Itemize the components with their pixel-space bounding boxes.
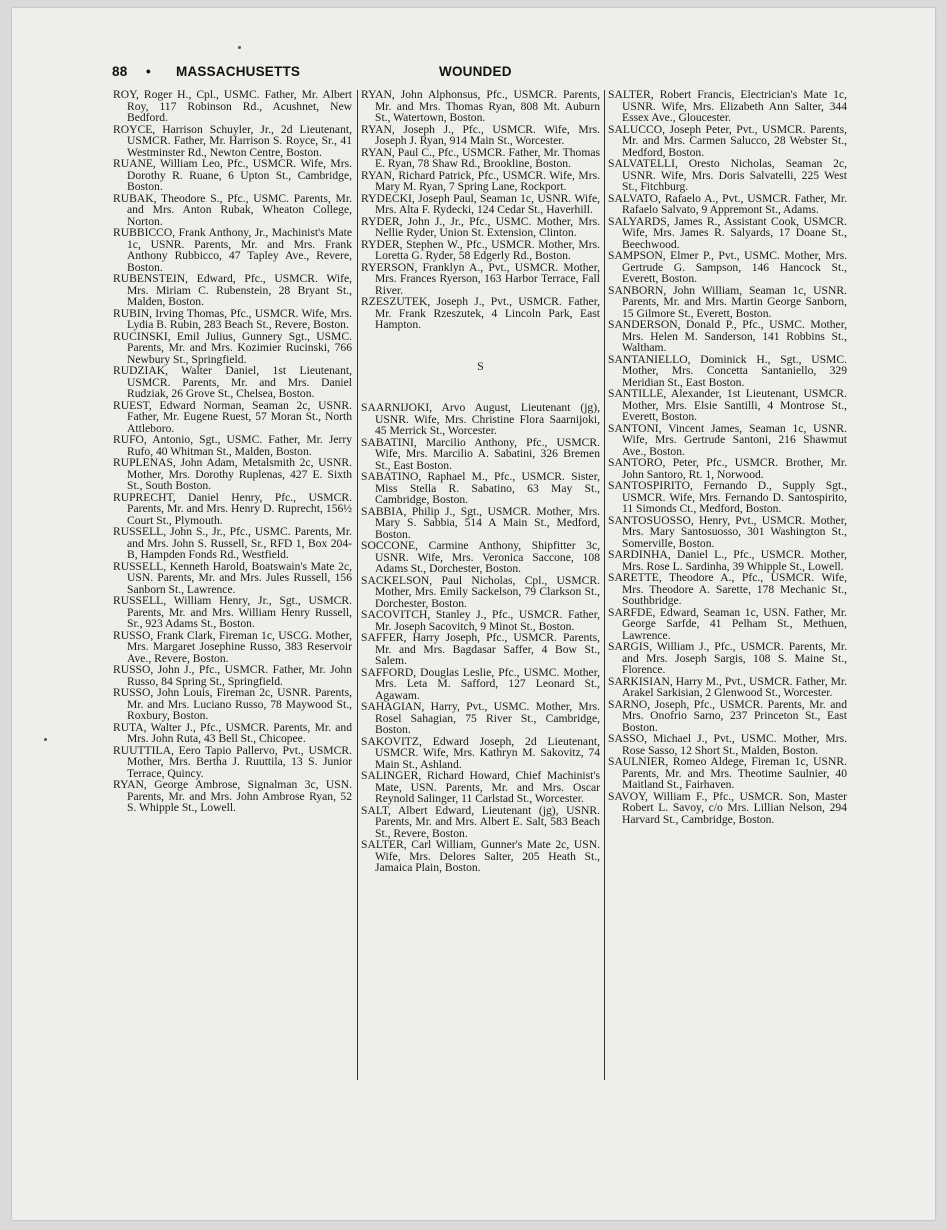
casualty-entry: SARETTE, Theodore A., Pfc., USMCR. Wife, Mrs. Theodore A. Sarette, 178 Mechanic St., Southbridge. xyxy=(608,571,847,607)
casualty-entry: RUANE, William Leo, Pfc., USMCR. Wife, Mrs. Dorothy R. Ruane, 6 Upton St., Cambridge, Boston. xyxy=(113,157,352,193)
casualty-entry: SAFFORD, Douglas Leslie, Pfc., USMC. Mother, Mrs. Leta M. Safford, 127 Leonard St., Agawam. xyxy=(361,665,600,702)
casualty-entry: SARKISIAN, Harry M., Pvt., USMCR. Father, Mr. Arakel Sarkisian, 2 Glenwood St., Worcester. xyxy=(608,674,847,699)
casualty-entry: RYAN, John Alphonsus, Pfc., USMCR. Parents, Mr. and Mrs. Thomas Ryan, 808 Mt. Auburn St., Watertown, Boston. xyxy=(361,88,600,124)
casualty-entry: RUUTTILA, Eero Tapio Pallervo, Pvt., USMCR. Mother, Mrs. Bertha J. Ruuttila, 13 S. Junior Terrace, Quincy. xyxy=(113,743,352,780)
casualty-entry: SANBORN, John William, Seaman 1c, USNR. Parents, Mr. and Mrs. Martin George Sanborn, 15 Gilmore St., Everett, Boston. xyxy=(608,283,847,320)
casualty-entry: SAARNIJOKI, Arvo August, Lieutenant (jg), USNR. Wife, Mrs. Christine Flora Saarnijoki, 45 Merrick St., Worcester. xyxy=(361,401,600,437)
casualty-entry: RUSSO, Frank Clark, Fireman 1c, USCG. Mother, Mrs. Margaret Josephine Russo, 383 Reservoir Ave., Revere, Boston. xyxy=(113,628,352,665)
casualty-entry: SALUCCO, Joseph Peter, Pvt., USMCR. Parents, Mr. and Mrs. Carmen Salucco, 28 Webster St., Medford, Boston. xyxy=(608,122,847,159)
casualty-entry: SAVOY, William F., Pfc., USMCR. Son, Master Robert L. Savoy, c/o Mrs. Lillian Nelson, 294 Harvard St., Cambridge, Boston. xyxy=(608,789,847,826)
casualty-entry: RUCINSKI, Emil Julius, Gunnery Sgt., USMC. Parents, Mr. and Mrs. Kozimier Rucinski, 766 Newbury St., Springfield. xyxy=(113,329,352,366)
casualty-entry: RYAN, Richard Patrick, Pfc., USMCR. Wife, Mrs. Mary M. Ryan, 7 Spring Lane, Rockport. xyxy=(361,168,600,193)
casualty-entry: SABATINI, Marcilio Anthony, Pfc., USMCR. Wife, Mrs. Marcilio A. Sabatini, 326 Bremen St., East Boston. xyxy=(361,435,600,472)
casualty-entry: RUBAK, Theodore S., Pfc., USMC. Parents, Mr. and Mrs. Anton Rubak, Wheaton College, Norton. xyxy=(113,191,352,228)
casualty-entry: SAFFER, Harry Joseph, Pfc., USMCR. Parents, Mr. and Mrs. Bagdasar Saffer, 4 Bow St., Salem. xyxy=(361,631,600,667)
casualty-entry: RUSSELL, John S., Jr., Pfc., USMC. Parents, Mr. and Mrs. John S. Russell, Sr., RFD 1, Box 204-B, Hampden Fonds Rd., Westfield. xyxy=(113,525,352,561)
casualty-entry: SARGIS, William J., Pfc., USMCR. Parents, Mr. and Mrs. Joseph Sargis, 108 S. Maine St., Florence. xyxy=(608,640,847,676)
casualty-entry: SAHAGIAN, Harry, Pvt., USMC. Mother, Mrs. Rosel Sahagian, 75 River St., Cambridge, Boston. xyxy=(361,700,600,736)
casualty-entry: SANTANIELLO, Dominick H., Sgt., USMC. Mother, Mrs. Concetta Santaniello, 329 Meridian St., East Boston. xyxy=(608,352,847,389)
page-header xyxy=(112,64,842,80)
casualty-entry: SAMPSON, Elmer P., Pvt., USMC. Mother, Mrs. Gertrude G. Sampson, 146 Hancock St., Everett, Boston. xyxy=(608,249,847,285)
casualty-entry: RUFO, Antonio, Sgt., USMC. Father, Mr. Jerry Rufo, 40 Whitman St., Malden, Boston. xyxy=(113,433,352,458)
casualty-entry: RZESZUTEK, Joseph J., Pvt., USMCR. Father, Mr. Frank Rzeszutek, 4 Lincoln Park, East Hampton. xyxy=(361,295,600,331)
casualty-entry: SAKOVITZ, Edward Joseph, 2d Lieutenant, USMCR. Wife, Mrs. Kathryn M. Sakovitz, 74 Main St., Ashland. xyxy=(361,734,600,771)
casualty-entry: RUBIN, Irving Thomas, Pfc., USMCR. Wife, Mrs. Lydia B. Rubin, 283 Beach St., Revere, Boston. xyxy=(113,306,352,331)
casualty-entry: SABATINO, Raphael M., Pfc., USMCR. Sister, Miss Stella R. Sabatino, 63 May St., Cambridge, Boston. xyxy=(361,470,600,506)
casualty-entry: RYDER, Stephen W., Pfc., USMCR. Mother, Mrs. Loretta G. Ryder, 58 Edgerly Rd., Boston. xyxy=(361,237,600,262)
casualty-entry: RYAN, Joseph J., Pfc., USMCR. Wife, Mrs. Joseph J. Ryan, 914 Main St., Worcester. xyxy=(361,122,600,147)
column-2-entries-r xyxy=(361,89,600,331)
column-divider xyxy=(357,90,358,1080)
casualty-entry: SALTER, Carl William, Gunner's Mate 2c, USN. Wife, Mrs. Delores Salter, 205 Heath St., Jamaica Plain, Boston. xyxy=(361,838,600,874)
casualty-entry: RYAN, Paul C., Pfc., USMCR. Father, Mr. Thomas E. Ryan, 78 Shaw Rd., Brookline, Boston. xyxy=(361,145,600,170)
casualty-entry: RUSSO, John Louis, Fireman 2c, USNR. Parents, Mr. and Mrs. Luciano Russo, 78 Maywood St., Roxbury, Boston. xyxy=(113,686,352,722)
casualty-entry: SASSO, Michael J., Pvt., USMC. Mother, Mrs. Rose Sasso, 12 Short St., Malden, Boston. xyxy=(608,732,847,757)
casualty-entry: SANTONI, Vincent James, Seaman 1c, USNR. Wife, Mrs. Gertrude Santoni, 216 Shawmut Ave., Boston. xyxy=(608,421,847,458)
header-bullet: • xyxy=(146,64,151,79)
casualty-entry: SARDINHA, Daniel L., Pfc., USMCR. Mother, Mrs. Rose L. Sardinha, 39 Whipple St., Lowell. xyxy=(608,548,847,573)
casualty-entry: SANTOSUOSSO, Henry, Pvt., USMCR. Mother, Mrs. Mary Santosuosso, 301 Washington St., Somerville, Boston. xyxy=(608,513,847,550)
casualty-entry: SABBIA, Philip J., Sgt., USMCR. Mother, Mrs. Mary S. Sabbia, 514 A Main St., Medford, Boston. xyxy=(361,504,600,541)
casualty-entry: SALVATO, Rafaelo A., Pvt., USMCR. Father, Mr. Rafaelo Salvato, 9 Appremont St., Adams. xyxy=(608,191,847,216)
casualty-entry: RUEST, Edward Norman, Seaman 2c, USNR. Father, Mr. Eugene Ruest, 57 Moran St., North Attleboro. xyxy=(113,398,352,435)
scan-speck xyxy=(44,738,47,741)
letter-heading: S xyxy=(477,358,484,373)
state-name: MASSACHUSETTS xyxy=(176,64,301,79)
casualty-entry: RUPRECHT, Daniel Henry, Pfc., USMCR. Parents, Mr. and Mrs. Henry D. Ruprecht, 156½ Court St., Plymouth. xyxy=(113,490,352,527)
casualty-entry: RUBBICCO, Frank Anthony, Jr., Machinist's Mate 1c, USNR. Parents, Mr. and Mrs. Frank Anthony Rubbicco, 47 Tapley Ave., Revere, Boston. xyxy=(113,226,352,274)
casualty-entry: SALINGER, Richard Howard, Chief Machinist's Mate, USN. Parents, Mr. and Mrs. Oscar Reynold Salinger, 11 Carlstad St., Worcester. xyxy=(361,769,600,805)
casualty-entry: RYDECKI, Joseph Paul, Seaman 1c, USNR. Wife, Mrs. Alta F. Rydecki, 124 Cedar St., Haverhill. xyxy=(361,191,600,216)
casualty-entry: SAULNIER, Romeo Aldege, Fireman 1c, USNR. Parents, Mr. and Mrs. Theotime Saulnier, 40 Maitland St., Fairhaven. xyxy=(608,755,847,791)
casualty-entry: SARFDE, Edward, Seaman 1c, USN. Father, Mr. George Sarfde, 41 Pelham St., Methuen, Lawrence. xyxy=(608,605,847,642)
casualty-entry: SALT, Albert Edward, Lieutenant (jg), USNR. Parents, Mr. and Mrs. Albert E. Salt, 583 Beach St., Revere, Boston. xyxy=(361,803,600,840)
casualty-entry: SARNO, Joseph, Pfc., USMCR. Parents, Mr. and Mrs. Onofrio Sarno, 237 Princeton St., East Boston. xyxy=(608,697,847,734)
casualty-entry: SALYARDS, James R., Assistant Cook, USMCR. Wife, Mrs. James R. Salyards, 17 Doane St., Beechwood. xyxy=(608,214,847,251)
casualty-entry: SACOVITCH, Stanley J., Pfc., USMCR. Father, Mr. Joseph Sacovitch, 9 Minot St., Boston. xyxy=(361,608,600,633)
casualty-entry: SALTER, Robert Francis, Electrician's Mate 1c, USNR. Wife, Mrs. Elizabeth Ann Salter, 344 Essex Ave., Gloucester. xyxy=(608,88,847,124)
page-number: 88 xyxy=(112,64,128,79)
column-1 xyxy=(113,89,352,814)
casualty-entry: RUTA, Walter J., Pfc., USMCR. Parents, Mr. and Mrs. John Ruta, 43 Bell St., Chicopee. xyxy=(113,720,352,745)
column-2 xyxy=(361,89,600,874)
casualty-entry: SANTORO, Peter, Pfc., USMCR. Brother, Mr. John Santoro, Rt. 1, Norwood. xyxy=(608,456,847,481)
casualty-entry: SANTOSPIRITO, Fernando D., Supply Sgt., USMCR. Wife, Mrs. Fernando D. Santospirito, 11 Simonds Ct., Medford, Boston. xyxy=(608,479,847,515)
casualty-entry: RYAN, George Ambrose, Signalman 3c, USN. Parents, Mr. and Mrs. John Ambrose Ryan, 52 S. Whipple St., Lowell. xyxy=(113,778,352,814)
casualty-entry: RUBENSTEIN, Edward, Pfc., USMCR. Wife, Mrs. Miriam C. Rubenstein, 28 Bryant St., Malden, Boston. xyxy=(113,272,352,308)
casualty-entry: SANDERSON, Donald P., Pfc., USMC. Mother, Mrs. Helen M. Sanderson, 141 Robbins St., Waltham. xyxy=(608,318,847,354)
casualty-entry: RUDZIAK, Walter Daniel, 1st Lieutenant, USMCR. Parents, Mr. and Mrs. Daniel Rudziak, 26 Grove St., Chelsea, Boston. xyxy=(113,364,352,400)
casualty-entry: RUSSELL, William Henry, Jr., Sgt., USMCR. Parents, Mr. and Mrs. William Henry Russell, Sr., 923 Adams St., Boston. xyxy=(113,594,352,630)
column-3 xyxy=(608,89,847,825)
casualty-entry: SANTILLE, Alexander, 1st Lieutenant, USMCR. Mother, Mrs. Elsie Santilli, 4 Montrose St., Everett, Boston. xyxy=(608,387,847,423)
scan-speck xyxy=(238,46,241,49)
casualty-entry: SACKELSON, Paul Nicholas, Cpl., USMCR. Mother, Mrs. Emily Sackelson, 79 Clarkson St., Dorchester, Boston. xyxy=(361,573,600,610)
casualty-entry: SALVATELLI, Oresto Nicholas, Seaman 2c, USNR. Wife, Mrs. Doris Salvatelli, 225 West St., Fitchburg. xyxy=(608,157,847,193)
column-2-entries-s xyxy=(361,402,600,874)
casualty-entry: RUPLENAS, John Adam, Metalsmith 2c, USNR. Mother, Mrs. Dorothy Ruplenas, 427 E. Sixth St., South Boston. xyxy=(113,456,352,492)
casualty-entry: ROY, Roger H., Cpl., USMC. Father, Mr. Albert Roy, 117 Robinson Rd., Acushnet, New Bedford. xyxy=(113,88,352,124)
casualty-entry: RYERSON, Franklyn A., Pvt., USMCR. Mother, Mrs. Frances Ryerson, 163 Harbor Terrace, Fall River. xyxy=(361,260,600,297)
column-divider xyxy=(604,90,605,1080)
casualty-entry: RUSSO, John J., Pfc., USMCR. Father, Mr. John Russo, 84 Spring St., Springfield. xyxy=(113,663,352,688)
casualty-entry: ROYCE, Harrison Schuyler, Jr., 2d Lieutenant, USMCR. Father, Mr. Harrison S. Royce, Sr., 41 Westminster Rd., Newton Centre, Boston. xyxy=(113,122,352,159)
section-title: WOUNDED xyxy=(439,64,512,79)
casualty-entry: RYDER, John J., Jr., Pfc., USMC. Mother, Mrs. Nellie Ryder, Union St. Extension, Clinton. xyxy=(361,214,600,239)
casualty-entry: SOCCONE, Carmine Anthony, Shipfitter 3c, USNR. Wife, Mrs. Veronica Saccone, 108 Adams St., Dorchester, Boston. xyxy=(361,539,600,575)
casualty-entry: RUSSELL, Kenneth Harold, Boatswain's Mate 2c, USN. Parents, Mr. and Mrs. Jules Russell, 156 Sanborn St., Lawrence. xyxy=(113,559,352,596)
